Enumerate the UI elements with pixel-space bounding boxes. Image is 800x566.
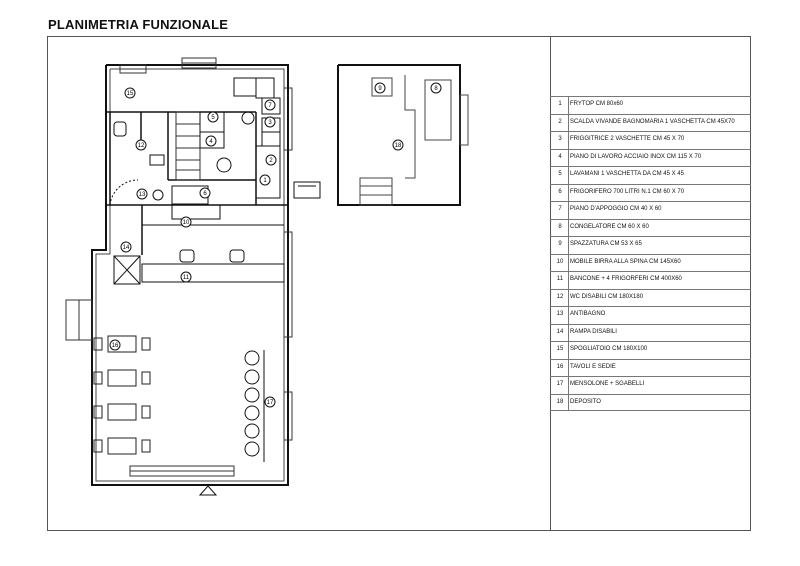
legend-row [550,254,751,272]
marker-1 [260,175,270,185]
legend-separator [568,272,569,289]
legend-row [550,184,751,202]
marker-4 [206,136,216,146]
svg-text:4: 4 [209,139,213,145]
legend-description: FRYTOP CM 80x60 [570,101,624,107]
legend-table [550,96,751,411]
legend-description: BANCONE + 4 FRIGORFERI CM 400X60 [570,276,682,282]
legend-row [550,96,751,114]
svg-text:9: 9 [378,86,382,92]
marker-10 [181,217,191,227]
legend-row [550,131,751,149]
marker-13 [137,189,147,199]
svg-text:13: 13 [138,192,146,198]
svg-text:8: 8 [434,86,438,92]
legend-description: MOBILE BIRRA ALLA SPINA CM 145X60 [570,258,681,265]
svg-text:1: 1 [263,178,267,184]
bar-counter [114,225,284,284]
marker-2 [266,155,276,165]
marker-16 [110,340,120,350]
legend-separator [568,255,569,272]
legend-number: 2 [558,118,562,125]
svg-text:16: 16 [111,343,119,349]
marker-17 [265,397,275,407]
legend-description: LAVAMANI 1 VASCHETTA DA CM 45 X 45 [570,171,684,177]
drawing-title: PLANIMETRIA FUNZIONALE [48,17,229,32]
marker-11 [181,272,191,282]
legend-description: DEPOSITO [570,398,601,405]
windows [66,58,292,476]
legend-separator [568,132,569,149]
legend-row [550,236,751,254]
legend-row [550,394,751,412]
svg-text:15: 15 [126,91,134,97]
legend-description: PIANO D'APPOGGIO CM 40 X 60 [570,206,662,212]
svg-text:14: 14 [122,245,130,251]
legend-number: 9 [558,241,562,247]
legend-row [550,306,751,324]
marker-14 [121,242,131,252]
legend-description: PIANO DI LAVORO ACCIAIO INOX CM 115 X 70 [570,153,702,160]
legend-number: 15 [556,346,564,352]
legend-separator [568,395,569,411]
legend-row [550,271,751,289]
legend-number: 1 [558,101,562,107]
legend-separator [568,167,569,184]
legend-number: 8 [558,223,562,230]
legend-description: FRIGGITRICE 2 VASCHETTE CM 45 X 70 [570,136,685,142]
legend-number: 6 [558,188,562,195]
legend-row [550,114,751,132]
legend-row [550,166,751,184]
legend-number: 7 [558,206,562,212]
legend-separator [568,377,569,394]
legend-row [550,219,751,237]
legend-separator [568,237,569,254]
upper-floor [338,65,460,205]
legend-number: 4 [558,153,562,160]
marker-5 [208,112,218,122]
legend-separator [568,150,569,167]
legend-separator [568,342,569,359]
legend-description: RAMPA DISABILI [570,328,617,335]
svg-text:2: 2 [269,158,273,164]
legend-description: CONGELATORE CM 60 X 60 [570,223,649,230]
svg-text:17: 17 [266,400,274,406]
svg-text:18: 18 [394,143,402,149]
legend-row [550,324,751,342]
legend-separator [568,220,569,237]
legend-description: SPAZZATURA CM 53 X 65 [570,241,642,247]
kitchen-walls [106,112,288,255]
svg-text:3: 3 [268,120,272,126]
svg-text:10: 10 [182,220,190,226]
marker-3 [265,117,275,127]
marker-8 [431,83,441,93]
legend-number: 17 [556,381,564,387]
legend-row [550,341,751,359]
legend-description: ANTIBAGNO [570,311,606,317]
legend-number: 3 [558,136,562,142]
legend-description: MENSOLONE + SGABELLI [570,381,645,387]
marker-6 [200,188,210,198]
legend-description: TAVOLI E SEDIE [570,363,616,370]
legend-separator [568,325,569,342]
marker-9 [375,83,385,93]
legend-separator [568,360,569,377]
svg-text:11: 11 [182,275,190,281]
svg-text:6: 6 [203,191,207,197]
svg-text:5: 5 [211,115,215,121]
entrance-marker [200,486,216,495]
legend-separator [568,115,569,132]
legend-separator [568,307,569,324]
stairs [176,112,200,180]
marker-7 [265,100,275,110]
marker-12 [136,140,146,150]
tables [94,336,150,454]
legend-row [550,149,751,167]
legend-row [550,201,751,219]
legend-description: FRIGORIFERO 700 LITRI N.1 CM 60 X 70 [570,188,685,195]
svg-text:7: 7 [268,103,272,109]
legend-description: SCALDA VIVANDE BAGNOMARIA 1 VASCHETTA CM 45X70 [570,118,735,125]
legend-number: 18 [556,398,564,405]
marker-15 [125,88,135,98]
legend-number: 16 [556,363,564,370]
legend-number: 12 [556,293,564,300]
legend-number: 13 [556,311,564,317]
legend-number: 5 [558,171,562,177]
stools [245,350,264,462]
legend-row [550,359,751,377]
legend-number: 10 [556,258,564,265]
legend-separator [568,97,569,114]
legend-row [550,376,751,394]
legend-number: 14 [556,328,564,335]
legend-separator [568,290,569,307]
legend-separator [568,202,569,219]
svg-text:12: 12 [137,143,145,149]
legend-description: SPOGLIATOIO CM 180X100 [570,346,648,352]
legend-separator [568,185,569,202]
marker-18 [393,140,403,150]
legend-number: 11 [556,276,564,282]
legend-description: WC DISABILI CM 180X180 [570,293,644,300]
legend-row [550,289,751,307]
